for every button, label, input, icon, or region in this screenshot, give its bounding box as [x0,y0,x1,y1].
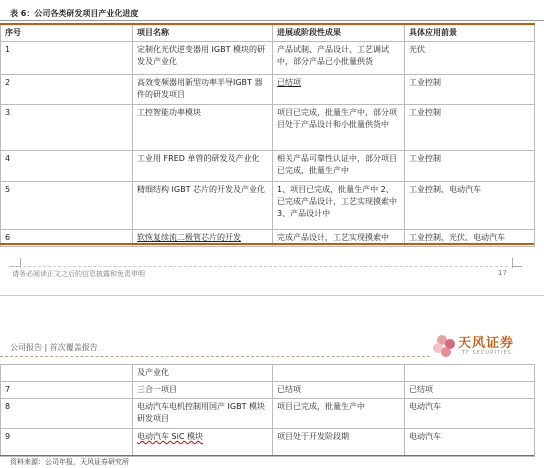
table-caption: 表 6：公司各类研发项目产业化进度 [10,9,139,18]
cell-no: 5 [1,182,133,230]
table-header-row [1,24,535,42]
cell-application: 工业控制、光伏、电动汽车 [405,230,535,247]
cell-progress: 已结项 [273,75,405,105]
cell-progress [273,365,405,382]
page-break [0,295,544,296]
page-number: 17 [498,269,507,277]
cell-progress: 完成产品设计，工艺实现摸索中 [273,230,405,247]
table-row [1,382,535,399]
cell-no: 4 [1,151,133,182]
cell-no: 6 [1,230,133,247]
cell-application: 工业控制 [405,105,535,151]
table-row [1,399,535,429]
cell-progress: 项目处于开发阶段期 [273,429,405,457]
cell-name: 工业用 FRED 单管的研发及产业化 [133,151,273,182]
header-progress: 进展或阶段性成果 [273,24,405,42]
logo-subtitle: TF SECURITIES [462,350,512,356]
cell-name: 定制化光伏逆变器用 IGBT 模块的研发及产业化 [133,42,273,75]
table-row [1,42,535,75]
cell-no [1,365,133,382]
table-bottom-rule [0,455,534,456]
cell-application: 电动汽车 [405,429,535,457]
cell-application: 工业控制 [405,75,535,105]
source-note: 资料来源：公司年报，天风证券研究所 [10,458,129,466]
header-no: 序号 [1,24,133,42]
table-row [1,429,535,457]
cell-progress: 已结项 [273,382,405,399]
cell-name: 电动汽车电机控制用国产 IGBT 模块研发项目 [133,399,273,429]
cell-progress: 项目已完成，批量生产中 [273,399,405,429]
cell-name: 工控智能功率模块 [133,105,273,151]
progress-table [0,23,535,247]
cell-progress: 1、项目已完成，批量生产中 2、已完成产品设计，工艺实现摸索中 3、产品设计中 [273,182,405,230]
cell-progress: 项目已完成，批量生产中，部分项目处于产品设计和小批量供货中 [273,105,405,151]
table-bottom-rule [0,243,534,245]
cell-name: 精细结构 IGBT 芯片的开发及产业化 [133,182,273,230]
page-corner-mark [512,266,522,267]
progress-table-continued [0,364,535,457]
header-name: 项目名称 [133,24,273,42]
cell-no: 1 [1,42,133,75]
cell-name: 电动汽车 SiC 模块 [133,429,273,457]
cell-no: 2 [1,75,133,105]
table-row [1,105,535,151]
footer-notice: 请务必阅读正文之后的信息披露和免责申明 [12,270,145,278]
table-row [1,75,535,105]
cell-name: 及产业化 [133,365,273,382]
cell-progress: 产品试制、产品设计、工艺调试中，部分产品已小批量供货 [273,42,405,75]
cell-no: 7 [1,382,133,399]
cell-no: 9 [1,429,133,457]
caption-rule [0,20,544,21]
cell-name: 三合一项目 [133,382,273,399]
cell-name: 高效变频器用新型功率半导IGBT 器件的研发项目 [133,75,273,105]
cell-application: 电动汽车 [405,399,535,429]
report-header-rule [0,356,430,357]
cell-application: 光伏 [405,42,535,75]
cell-name: 软恢复续流二极管芯片的开发 [133,230,273,247]
cell-no: 8 [1,399,133,429]
footer-rule [8,266,508,267]
report-header-label: 公司报告 | 首次覆盖报告 [10,343,98,352]
cell-application: 工业控制、电动汽车 [405,182,535,230]
logo-name: 天风证券 [458,336,515,351]
cell-no: 3 [1,105,133,151]
table-row [1,151,535,182]
cell-progress: 相关产品可靠性认证中，部分项目已完成，批量生产中 [273,151,405,182]
cell-application: 已结项 [405,382,535,399]
header-application: 具体应用前景 [405,24,535,42]
cell-application [405,365,535,382]
table-row [1,365,535,382]
cell-application: 工业控制 [405,151,535,182]
table-row [1,182,535,230]
